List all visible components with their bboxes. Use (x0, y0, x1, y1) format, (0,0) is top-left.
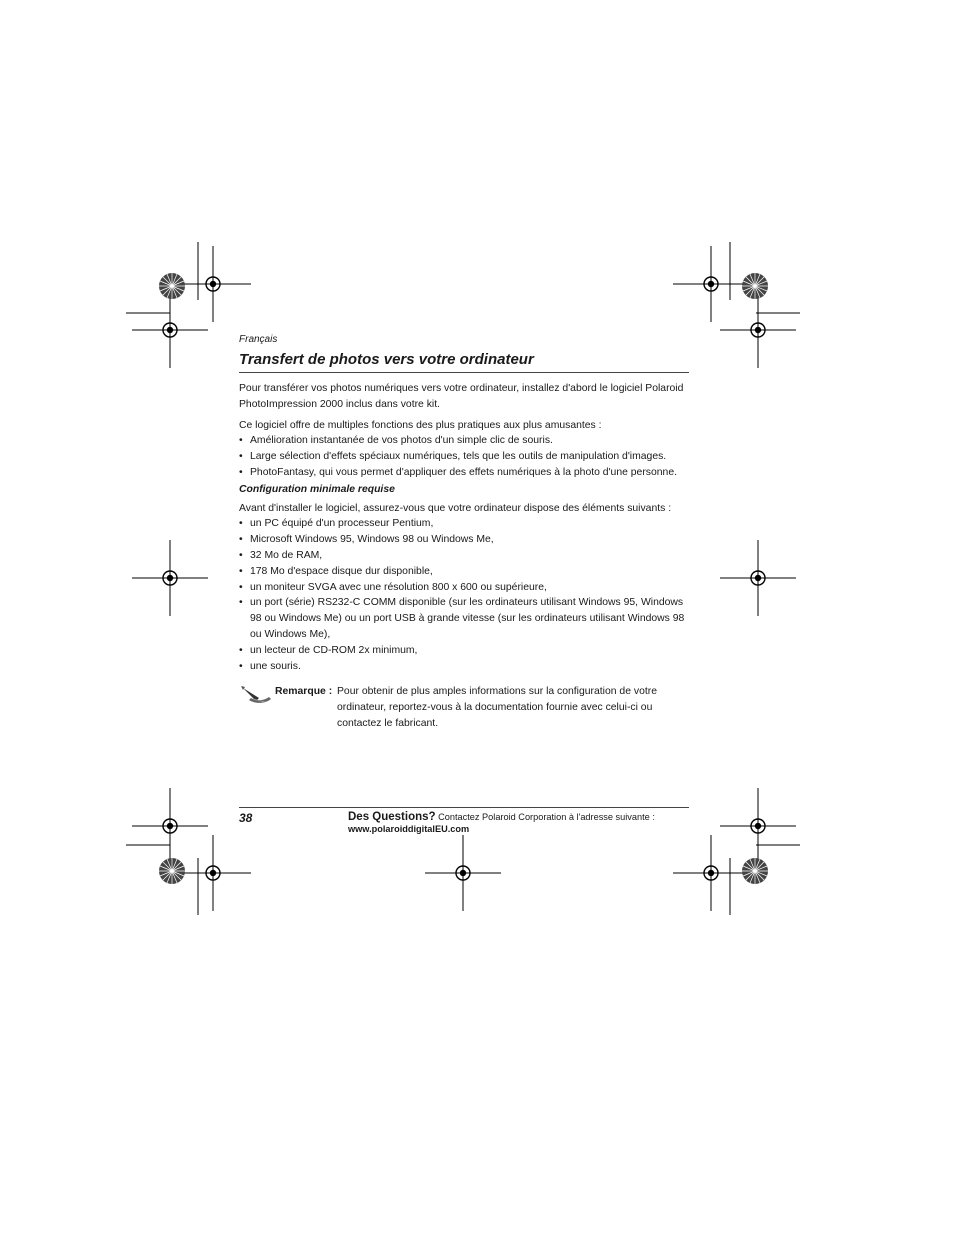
bullet: • (239, 597, 243, 609)
features-list (239, 433, 689, 480)
bullet: • (239, 660, 243, 672)
bullet: • (239, 534, 243, 546)
features-intro: Ce logiciel offre de multiples fonctions des plus pratiques aux plus amusantes : (239, 419, 602, 431)
footer-contact (348, 811, 693, 835)
bullet: • (239, 435, 243, 447)
footer-url-link[interactable]: www.polaroiddigitalEU.com (348, 824, 470, 834)
bullet: • (239, 644, 243, 656)
list-item: • une souris. (239, 659, 689, 675)
page-footer (239, 807, 689, 838)
list-item: • un PC équipé d'un processeur Pentium, (239, 516, 689, 532)
footer-question: Des Questions? (348, 811, 436, 823)
bullet: • (239, 518, 243, 530)
note-text: Pour obtenir de plus amples informations sur la configuration de votre ordinateur, reportez-vous à la documentation fournie avec celui-ci ou contactez le fabricant. (337, 686, 657, 729)
bullet: • (239, 549, 243, 561)
requirements-heading: Configuration minimale requise (239, 483, 395, 495)
bullet: • (239, 565, 243, 577)
list-item: • Microsoft Windows 95, Windows 98 ou Windows Me, (239, 532, 689, 548)
page-title: Transfert de photos vers votre ordinateur (239, 351, 689, 373)
requirements-intro: Avant d'installer le logiciel, assurez-vous que votre ordinateur dispose des éléments suivants : (239, 502, 672, 514)
bullet: • (239, 466, 243, 478)
requirements-list (239, 516, 689, 674)
footer-contact-text: Contactez Polaroid Corporation à l'adresse suivante : (438, 812, 655, 822)
note-label: Remarque : (275, 686, 333, 698)
pen-note-icon (239, 684, 275, 706)
list-item: • un moniteur SVGA avec une résolution 800 x 600 ou supérieure, (239, 580, 689, 596)
bullet: • (239, 451, 243, 463)
list-item: • PhotoFantasy, qui vous permet d'appliquer des effets numériques à la photo d'une personne. (239, 465, 689, 481)
intro-paragraph: Pour transférer vos photos numériques vers votre ordinateur, installez d'abord le logiciel Polaroid PhotoImpression 2000 inclus dans votre kit. (239, 383, 684, 410)
page-number: 38 (239, 811, 253, 825)
list-item: • un lecteur de CD-ROM 2x minimum, (239, 643, 689, 659)
manual-page (239, 334, 689, 732)
language-label: Français (239, 334, 278, 345)
list-item: • 178 Mo d'espace disque dur disponible, (239, 564, 689, 580)
list-item: • 32 Mo de RAM, (239, 548, 689, 564)
bullet: • (239, 581, 243, 593)
list-item: • Large sélection d'effets spéciaux numériques, tels que les outils de manipulation d'images. (239, 449, 689, 465)
note-box (239, 684, 689, 731)
list-item: • Amélioration instantanée de vos photos d'un simple clic de souris. (239, 433, 689, 449)
list-item: • un port (série) RS232-C COMM disponible (sur les ordinateurs utilisant Windows 95, Windows 98 ou Windows Me) ou un port USB à grande vitesse (sur les ordinateurs utilisant Windows 98 ou Windows Me), (239, 597, 685, 640)
